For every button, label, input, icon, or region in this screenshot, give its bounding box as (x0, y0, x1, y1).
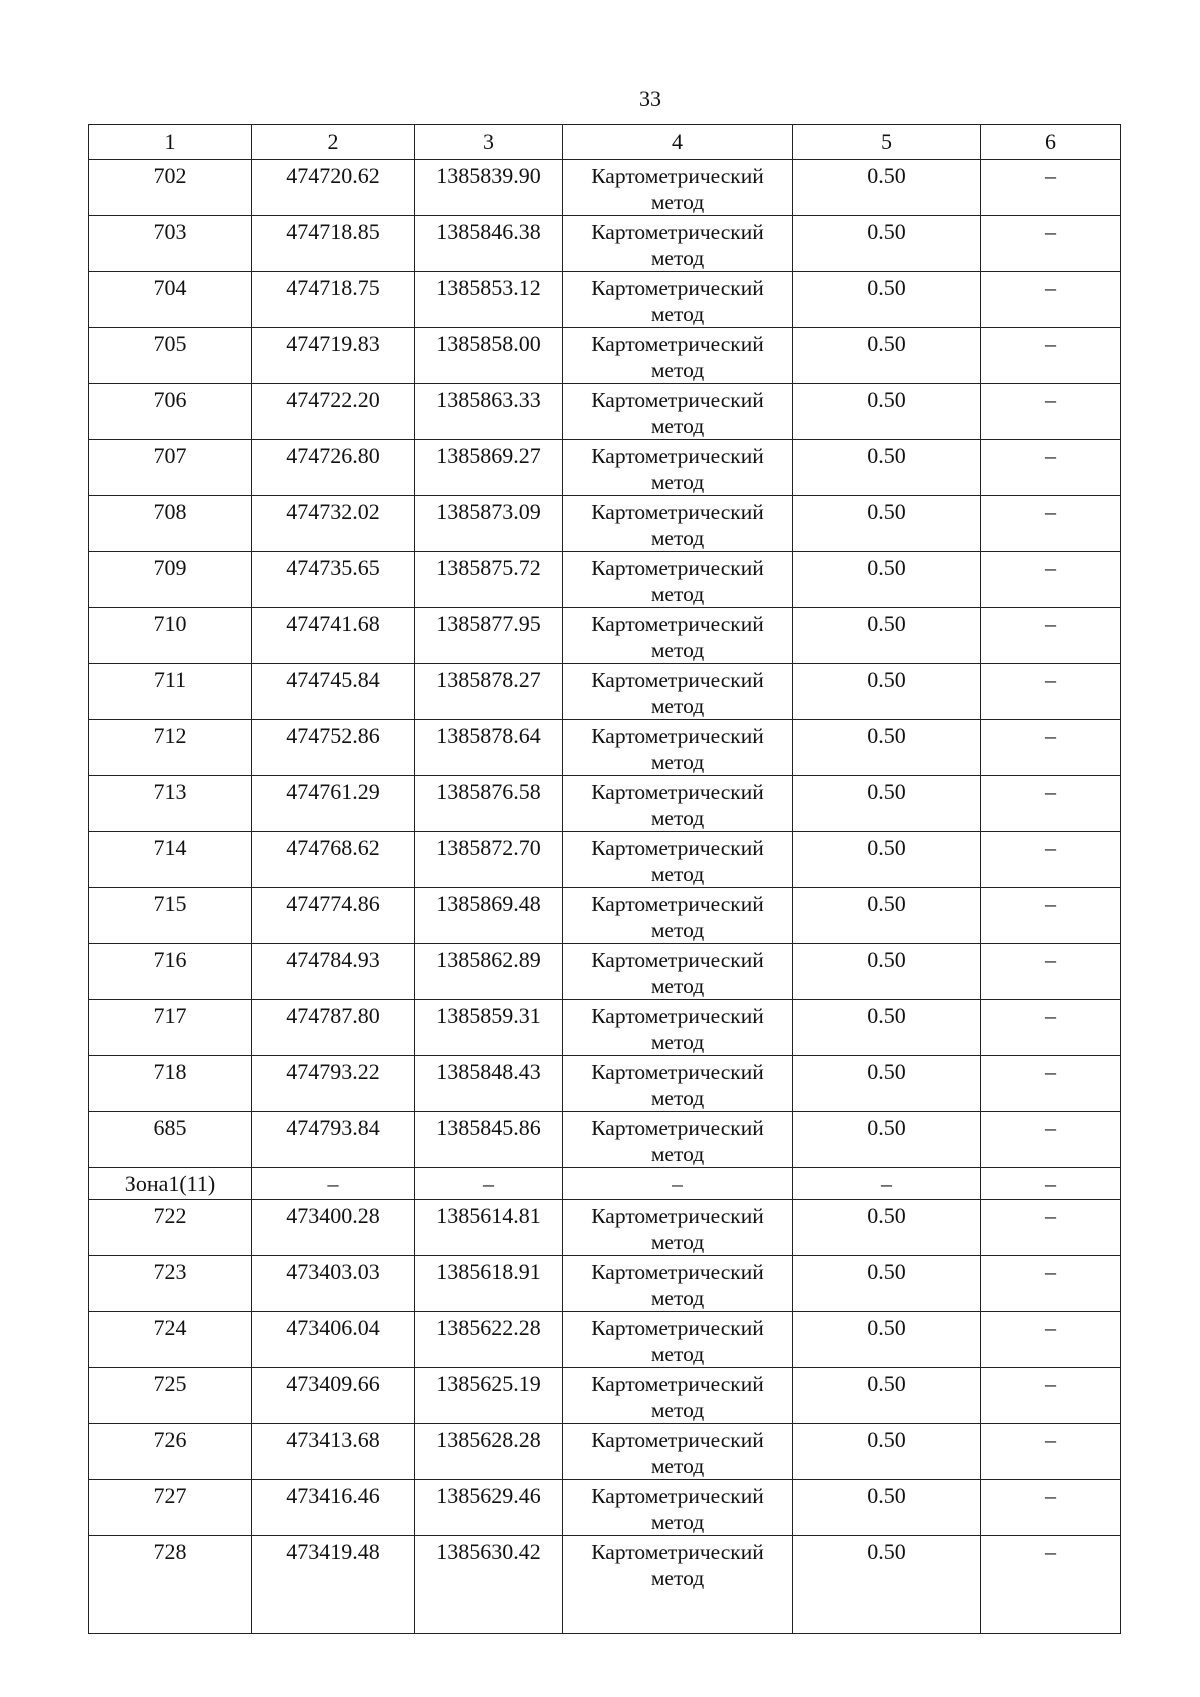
accuracy-cell: 0.50 (793, 664, 981, 720)
y-coordinate-cell: 1385877.95 (415, 608, 563, 664)
x-coordinate-cell: 473400.28 (252, 1200, 415, 1256)
method-cell: Картометрический метод (563, 384, 793, 440)
y-coordinate-cell: 1385628.28 (415, 1424, 563, 1480)
point-number-cell: 702 (89, 160, 252, 216)
x-coordinate-cell: 474726.80 (252, 440, 415, 496)
table-row (89, 272, 1121, 328)
y-coordinate-cell: 1385629.46 (415, 1480, 563, 1536)
note-cell: – (981, 776, 1121, 832)
point-number-cell: 718 (89, 1056, 252, 1112)
y-coordinate-cell: 1385630.42 (415, 1536, 563, 1634)
x-coordinate-cell: 474732.02 (252, 496, 415, 552)
point-number-cell: 716 (89, 944, 252, 1000)
y-coordinate-cell: 1385873.09 (415, 496, 563, 552)
x-coordinate-cell: 474761.29 (252, 776, 415, 832)
accuracy-cell: 0.50 (793, 720, 981, 776)
x-coordinate-cell: 474735.65 (252, 552, 415, 608)
y-coordinate-cell: 1385878.27 (415, 664, 563, 720)
note-cell: – (981, 1424, 1121, 1480)
x-coordinate-cell: 474774.86 (252, 888, 415, 944)
y-coordinate-cell: 1385869.48 (415, 888, 563, 944)
point-number-cell: Зона1(11) (89, 1168, 252, 1200)
method-cell: Картометрический метод (563, 608, 793, 664)
method-cell: Картометрический метод (563, 1112, 793, 1168)
method-cell: Картометрический метод (563, 440, 793, 496)
y-coordinate-cell: 1385859.31 (415, 1000, 563, 1056)
column-header-1: 1 (89, 125, 252, 160)
x-coordinate-cell: 473403.03 (252, 1256, 415, 1312)
accuracy-cell: 0.50 (793, 1200, 981, 1256)
method-cell: Картометрический метод (563, 328, 793, 384)
y-coordinate-cell: 1385876.58 (415, 776, 563, 832)
table-row (89, 1480, 1121, 1536)
point-number-cell: 703 (89, 216, 252, 272)
accuracy-cell: 0.50 (793, 832, 981, 888)
note-cell: – (981, 1480, 1121, 1536)
method-cell: Картометрический метод (563, 1056, 793, 1112)
accuracy-cell: 0.50 (793, 1536, 981, 1634)
method-cell: Картометрический метод (563, 160, 793, 216)
table-row (89, 776, 1121, 832)
table-row (89, 664, 1121, 720)
table-row (89, 496, 1121, 552)
method-cell: Картометрический метод (563, 1312, 793, 1368)
note-cell: – (981, 944, 1121, 1000)
point-number-cell: 717 (89, 1000, 252, 1056)
note-cell: – (981, 328, 1121, 384)
table-row (89, 384, 1121, 440)
method-cell: Картометрический метод (563, 776, 793, 832)
point-number-cell: 711 (89, 664, 252, 720)
method-cell: Картометрический метод (563, 1368, 793, 1424)
table-row (89, 720, 1121, 776)
y-coordinate-cell: 1385848.43 (415, 1056, 563, 1112)
method-cell: Картометрический метод (563, 1200, 793, 1256)
column-header-3: 3 (415, 125, 563, 160)
note-cell: – (981, 216, 1121, 272)
accuracy-cell: 0.50 (793, 1424, 981, 1480)
method-cell: Картометрический метод (563, 720, 793, 776)
accuracy-cell: 0.50 (793, 272, 981, 328)
x-coordinate-cell: 473419.48 (252, 1536, 415, 1634)
table-row (89, 1424, 1121, 1480)
table-row (89, 1056, 1121, 1112)
note-cell: – (981, 272, 1121, 328)
point-number-cell: 724 (89, 1312, 252, 1368)
x-coordinate-cell: 474722.20 (252, 384, 415, 440)
point-number-cell: 726 (89, 1424, 252, 1480)
method-cell: – (563, 1168, 793, 1200)
x-coordinate-cell: 474784.93 (252, 944, 415, 1000)
y-coordinate-cell: 1385853.12 (415, 272, 563, 328)
point-number-cell: 727 (89, 1480, 252, 1536)
x-coordinate-cell: 474719.83 (252, 328, 415, 384)
table-row (89, 1200, 1121, 1256)
x-coordinate-cell: 473406.04 (252, 1312, 415, 1368)
note-cell: – (981, 832, 1121, 888)
accuracy-cell: 0.50 (793, 944, 981, 1000)
note-cell: – (981, 1056, 1121, 1112)
point-number-cell: 706 (89, 384, 252, 440)
x-coordinate-cell: 474718.85 (252, 216, 415, 272)
method-cell: Картометрический метод (563, 888, 793, 944)
page-number: 33 (639, 86, 661, 111)
y-coordinate-cell: 1385878.64 (415, 720, 563, 776)
accuracy-cell: 0.50 (793, 776, 981, 832)
x-coordinate-cell: 474768.62 (252, 832, 415, 888)
accuracy-cell: 0.50 (793, 160, 981, 216)
y-coordinate-cell: 1385839.90 (415, 160, 563, 216)
x-coordinate-cell: 474793.22 (252, 1056, 415, 1112)
x-coordinate-cell: 474741.68 (252, 608, 415, 664)
y-coordinate-cell: 1385845.86 (415, 1112, 563, 1168)
y-coordinate-cell: 1385872.70 (415, 832, 563, 888)
accuracy-cell: 0.50 (793, 328, 981, 384)
table-row (89, 328, 1121, 384)
method-cell: Картометрический метод (563, 944, 793, 1000)
x-coordinate-cell: 473416.46 (252, 1480, 415, 1536)
table-header-row (89, 125, 1121, 160)
point-number-cell: 715 (89, 888, 252, 944)
note-cell: – (981, 888, 1121, 944)
y-coordinate-cell: 1385863.33 (415, 384, 563, 440)
point-number-cell: 712 (89, 720, 252, 776)
column-header-2: 2 (252, 125, 415, 160)
table-row (89, 552, 1121, 608)
method-cell: Картометрический метод (563, 216, 793, 272)
x-coordinate-cell: 473409.66 (252, 1368, 415, 1424)
point-number-cell: 705 (89, 328, 252, 384)
point-number-cell: 728 (89, 1536, 252, 1634)
point-number-cell: 708 (89, 496, 252, 552)
table-row (89, 1312, 1121, 1368)
x-coordinate-cell: 473413.68 (252, 1424, 415, 1480)
x-coordinate-cell: 474787.80 (252, 1000, 415, 1056)
note-cell: – (981, 552, 1121, 608)
method-cell: Картометрический метод (563, 1424, 793, 1480)
note-cell: – (981, 496, 1121, 552)
y-coordinate-cell: 1385622.28 (415, 1312, 563, 1368)
y-coordinate-cell: – (415, 1168, 563, 1200)
column-header-4: 4 (563, 125, 793, 160)
y-coordinate-cell: 1385869.27 (415, 440, 563, 496)
accuracy-cell: 0.50 (793, 216, 981, 272)
column-header-6: 6 (981, 125, 1121, 160)
accuracy-cell: 0.50 (793, 1112, 981, 1168)
coordinates-table (88, 124, 1121, 1634)
x-coordinate-cell: 474752.86 (252, 720, 415, 776)
note-cell: – (981, 1000, 1121, 1056)
x-coordinate-cell: 474793.84 (252, 1112, 415, 1168)
point-number-cell: 725 (89, 1368, 252, 1424)
table-row (89, 1000, 1121, 1056)
point-number-cell: 709 (89, 552, 252, 608)
y-coordinate-cell: 1385625.19 (415, 1368, 563, 1424)
accuracy-cell: 0.50 (793, 496, 981, 552)
column-header-5: 5 (793, 125, 981, 160)
table-row (89, 160, 1121, 216)
point-number-cell: 714 (89, 832, 252, 888)
note-cell: – (981, 664, 1121, 720)
table-row (89, 216, 1121, 272)
accuracy-cell: 0.50 (793, 1000, 981, 1056)
accuracy-cell: 0.50 (793, 608, 981, 664)
method-cell: Картометрический метод (563, 1256, 793, 1312)
method-cell: Картометрический метод (563, 552, 793, 608)
table-row (89, 888, 1121, 944)
accuracy-cell: 0.50 (793, 1256, 981, 1312)
table-row (89, 608, 1121, 664)
note-cell: – (981, 1368, 1121, 1424)
accuracy-cell: 0.50 (793, 552, 981, 608)
table-row (89, 832, 1121, 888)
point-number-cell: 685 (89, 1112, 252, 1168)
note-cell: – (981, 1312, 1121, 1368)
accuracy-cell: 0.50 (793, 1480, 981, 1536)
note-cell: – (981, 608, 1121, 664)
point-number-cell: 707 (89, 440, 252, 496)
table-body (89, 160, 1121, 1634)
note-cell: – (981, 440, 1121, 496)
table-row (89, 440, 1121, 496)
point-number-cell: 710 (89, 608, 252, 664)
note-cell: – (981, 160, 1121, 216)
accuracy-cell: 0.50 (793, 1368, 981, 1424)
point-number-cell: 713 (89, 776, 252, 832)
accuracy-cell: 0.50 (793, 888, 981, 944)
note-cell: – (981, 384, 1121, 440)
table-row (89, 1256, 1121, 1312)
y-coordinate-cell: 1385875.72 (415, 552, 563, 608)
point-number-cell: 723 (89, 1256, 252, 1312)
method-cell: Картометрический метод (563, 1000, 793, 1056)
table-row (89, 1368, 1121, 1424)
y-coordinate-cell: 1385614.81 (415, 1200, 563, 1256)
x-coordinate-cell: 474718.75 (252, 272, 415, 328)
accuracy-cell: 0.50 (793, 384, 981, 440)
note-cell: – (981, 1168, 1121, 1200)
x-coordinate-cell: 474745.84 (252, 664, 415, 720)
point-number-cell: 704 (89, 272, 252, 328)
accuracy-cell: 0.50 (793, 1056, 981, 1112)
table-row (89, 1536, 1121, 1634)
x-coordinate-cell: – (252, 1168, 415, 1200)
y-coordinate-cell: 1385862.89 (415, 944, 563, 1000)
point-number-cell: 722 (89, 1200, 252, 1256)
accuracy-cell: 0.50 (793, 1312, 981, 1368)
note-cell: – (981, 1112, 1121, 1168)
note-cell: – (981, 720, 1121, 776)
table-row (89, 1112, 1121, 1168)
zone-row (89, 1168, 1121, 1200)
y-coordinate-cell: 1385618.91 (415, 1256, 563, 1312)
y-coordinate-cell: 1385846.38 (415, 216, 563, 272)
method-cell: Картометрический метод (563, 832, 793, 888)
note-cell: – (981, 1536, 1121, 1634)
method-cell: Картометрический метод (563, 496, 793, 552)
x-coordinate-cell: 474720.62 (252, 160, 415, 216)
note-cell: – (981, 1256, 1121, 1312)
note-cell: – (981, 1200, 1121, 1256)
accuracy-cell: 0.50 (793, 440, 981, 496)
method-cell: Картометрический метод (563, 1536, 793, 1634)
table-row (89, 944, 1121, 1000)
accuracy-cell: – (793, 1168, 981, 1200)
method-cell: Картометрический метод (563, 664, 793, 720)
method-cell: Картометрический метод (563, 272, 793, 328)
method-cell: Картометрический метод (563, 1480, 793, 1536)
y-coordinate-cell: 1385858.00 (415, 328, 563, 384)
